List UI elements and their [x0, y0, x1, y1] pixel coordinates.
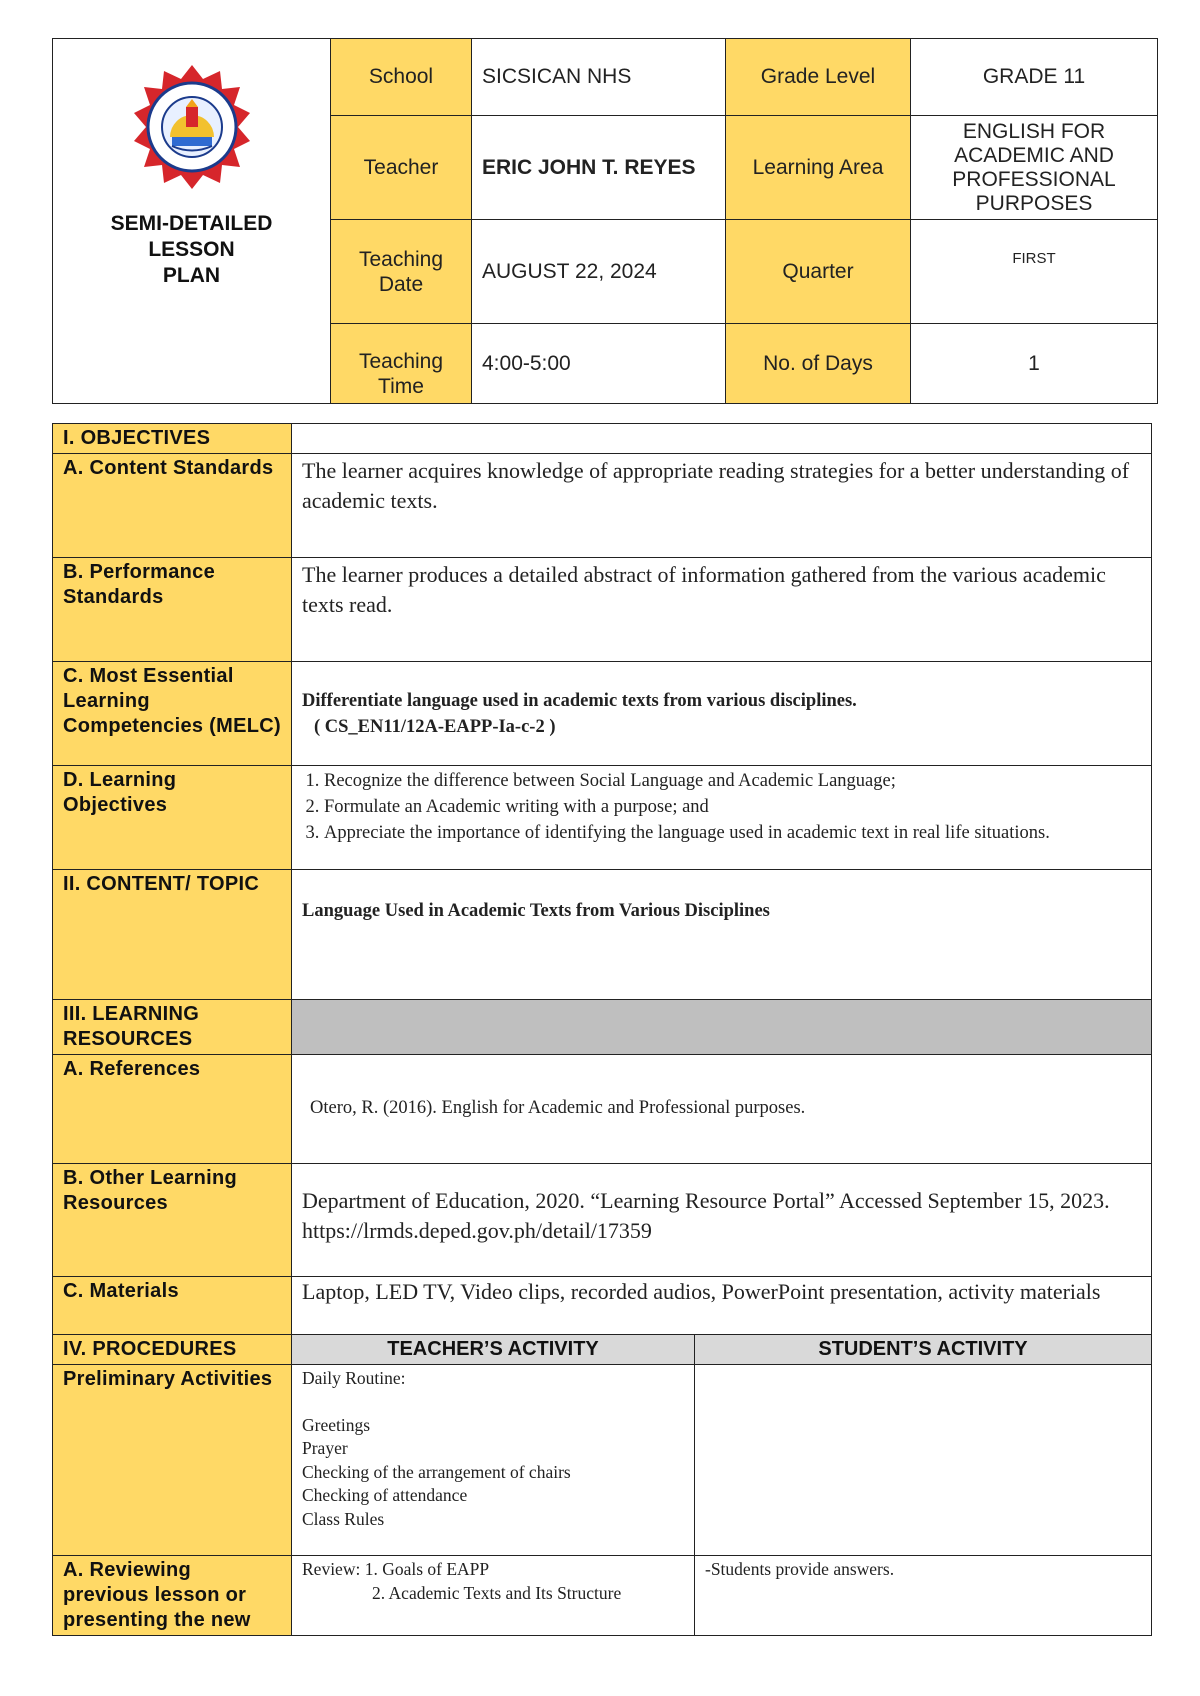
student-activity-header: STUDENT’S ACTIVITY [695, 1335, 1152, 1365]
plan-title [63, 211, 320, 289]
empty-cell [292, 424, 1152, 454]
materials-label: C. Materials [53, 1277, 292, 1335]
other-resources-label: B. Other Learning Resources [53, 1164, 292, 1277]
plan-title-line: LESSON [148, 238, 235, 261]
table-row [53, 870, 1152, 1000]
materials-text: Laptop, LED TV, Video clips, recorded audios, PowerPoint presentation, activity materials [292, 1277, 1152, 1335]
list-item: Checking of the arrangement of chairs [302, 1461, 571, 1482]
teacher-activity-header: TEACHER’S ACTIVITY [292, 1335, 695, 1365]
daily-routine-title: Daily Routine: [302, 1368, 406, 1388]
date-value: AUGUST 22, 2024 [472, 220, 726, 324]
content-topic-text: Language Used in Academic Texts from Various Disciplines [292, 870, 1152, 1000]
resources-section-row [53, 1000, 1152, 1055]
preliminary-teacher-cell [292, 1365, 695, 1556]
school-label: School [331, 39, 472, 116]
melc-code: ( CS_EN11/12A-EAPP-Ia-c-2 ) [314, 717, 556, 737]
plan-title-line: PLAN [162, 264, 221, 287]
performance-standards-text: The learner produces a detailed abstract of information gathered from the various academic texts read. [292, 558, 1152, 662]
procedures-header-row [53, 1335, 1152, 1365]
preliminary-label: Preliminary Activities [53, 1365, 292, 1556]
learning-objectives-list [302, 768, 1141, 846]
grade-label: Grade Level [726, 39, 911, 116]
table-row [53, 1365, 1152, 1556]
learning-objectives-cell [292, 766, 1152, 870]
review-line: Review: 1. Goals of EAPP [302, 1559, 490, 1579]
table-row [53, 662, 1152, 766]
performance-standards-label: B. Performance Standards [53, 558, 292, 662]
content-standards-text: The learner acquires knowledge of appropriate reading strategies for a better understanding of academic texts. [292, 454, 1152, 558]
list-item: 1. Recognize the difference between Social Language and Academic Language; [324, 768, 1141, 794]
lesson-plan-table [52, 423, 1152, 1636]
list-item: Checking of attendance [302, 1485, 468, 1505]
melc-text: Differentiate language used in academic texts from various disciplines. [302, 691, 857, 711]
list-item: 3. Appreciate the importance of identifying the language used in academic text in real life situations. [324, 820, 1141, 846]
table-row [53, 1277, 1152, 1335]
table-row [53, 1164, 1152, 1277]
teacher-value: ERIC JOHN T. REYES [472, 116, 726, 220]
date-label: Teaching Date [331, 220, 472, 324]
header-table [52, 38, 1158, 404]
melc-cell [292, 662, 1152, 766]
section-shade [292, 1000, 1152, 1055]
school-seal-icon [128, 63, 256, 191]
quarter-label: Quarter [726, 220, 911, 324]
routine-list [302, 1414, 684, 1532]
learning-objectives-label: D. Learning Objectives [53, 766, 292, 870]
time-value: 4:00-5:00 [472, 324, 726, 404]
days-value: 1 [911, 324, 1158, 404]
table-row [53, 1055, 1152, 1164]
days-label: No. of Days [726, 324, 911, 404]
review-teacher-cell [292, 1556, 695, 1636]
table-row [53, 766, 1152, 870]
review-line: 2. Academic Texts and Its Structure [372, 1582, 622, 1603]
list-item: 2. Formulate an Academic writing with a purpose; and [324, 794, 1141, 820]
section-label: IV. PROCEDURES [53, 1335, 292, 1365]
section-label: III. LEARNING RESOURCES [53, 1000, 292, 1055]
reviewing-label: A. Reviewing previous lesson or presenting the new [53, 1556, 292, 1636]
section-label: I. OBJECTIVES [53, 424, 292, 454]
time-label: Teaching Time [331, 324, 472, 404]
area-label: Learning Area [726, 116, 911, 220]
melc-label: C. Most Essential Learning Competencies (MELC) [53, 662, 292, 766]
plan-title-line: SEMI-DETAILED [110, 212, 273, 235]
table-row [53, 454, 1152, 558]
objectives-section-row [53, 424, 1152, 454]
review-student-cell: -Students provide answers. [695, 1556, 1152, 1636]
other-resources-text: Department of Education, 2020. “Learning Resource Portal” Accessed September 15, 2023. https://lrmds.deped.gov.ph/detail/17359 [292, 1164, 1152, 1277]
logo-cell [53, 39, 331, 404]
list-item: Greetings [302, 1414, 371, 1435]
references-text: Otero, R. (2016). English for Academic and Professional purposes. [292, 1055, 1152, 1164]
references-label: A. References [53, 1055, 292, 1164]
list-item: Class Rules [302, 1508, 385, 1529]
table-row [53, 1556, 1152, 1636]
teacher-label: Teacher [331, 116, 472, 220]
area-value: ENGLISH FOR ACADEMIC AND PROFESSIONAL PURPOSES [911, 116, 1158, 220]
preliminary-student-cell [695, 1365, 1152, 1556]
grade-value: GRADE 11 [911, 39, 1158, 116]
school-value: SICSICAN NHS [472, 39, 726, 116]
list-item: Prayer [302, 1438, 348, 1458]
content-standards-label: A. Content Standards [53, 454, 292, 558]
content-topic-label: II. CONTENT/ TOPIC [53, 870, 292, 1000]
quarter-value: FIRST [911, 220, 1158, 324]
table-row [53, 558, 1152, 662]
